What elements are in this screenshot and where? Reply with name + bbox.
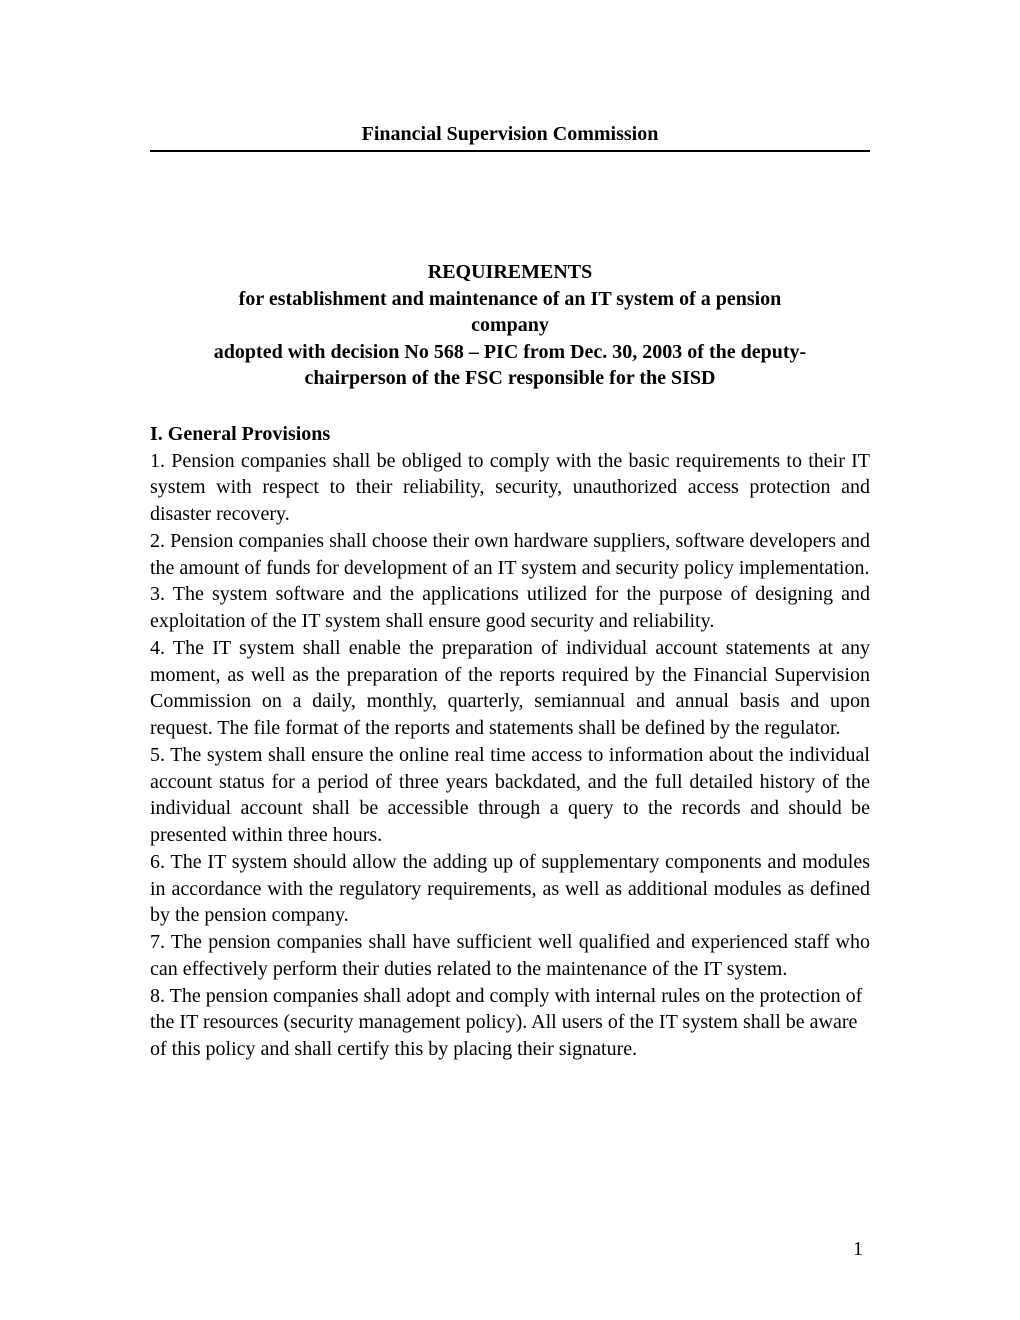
paragraph-4: 4. The IT system shall enable the preparation of individual account statements at any moment, as well as the preparation of the reports required by the Financial Supervision Commission on a daily, monthly, quarterly, semiannual and annual basis and upon request. The file format of the reports and statements shall be defined by the regulator. xyxy=(150,636,870,739)
paragraph-8: 8. The pension companies shall adopt and comply with internal rules on the protection of the IT resources (security management policy). All users of the IT system shall be aware of this policy and shall certify this by placing their signature. xyxy=(150,984,863,1060)
subtitle-line: chairperson of the FSC responsible for the SISD xyxy=(304,367,716,389)
paragraph-1: 1. Pension companies shall be obliged to comply with the basic requirements to their IT system with respect to their reliability, security, unauthorized access protection and disaster recovery. xyxy=(150,449,870,525)
subtitle-line: for establishment and maintenance of an IT system of a pension xyxy=(238,287,782,310)
paragraph-6: 6. The IT system should allow the adding up of supplementary components and modules in accordance with the regulatory requirements, as well as additional modules as defined by the pension company. xyxy=(150,850,870,927)
paragraph-5: 5. The system shall ensure the online real time access to information about the individual account status for a period of three years backdated, and the full detailed history of the individual account shall be accessible through a query to the records and should be presented within three hours. xyxy=(150,743,870,846)
paragraph-7: 7. The pension companies shall have sufficient well qualified and experienced staff who can effectively perform their duties related to the maintenance of the IT system. xyxy=(150,931,870,980)
subtitle-line: company xyxy=(471,314,549,336)
document-header: Financial Supervision Commission xyxy=(150,121,870,152)
document-title: REQUIREMENTS xyxy=(427,261,593,283)
page-number: 1 xyxy=(853,1238,863,1260)
section-heading: I. General Provisions xyxy=(150,423,331,445)
paragraph-3: 3. The system software and the applications utilized for the purpose of designing and exploitation of the IT system shall ensure good security and reliability. xyxy=(150,583,870,632)
title-block xyxy=(150,259,870,392)
subtitle-line: adopted with decision No 568 – PIC from Dec. 30, 2003 of the deputy- xyxy=(213,340,807,363)
document-page xyxy=(150,0,870,1320)
paragraph-2: 2. Pension companies shall choose their own hardware suppliers, software developers and the amount of funds for development of an IT system and security policy implementation. xyxy=(150,529,870,579)
body-text xyxy=(150,448,870,1063)
